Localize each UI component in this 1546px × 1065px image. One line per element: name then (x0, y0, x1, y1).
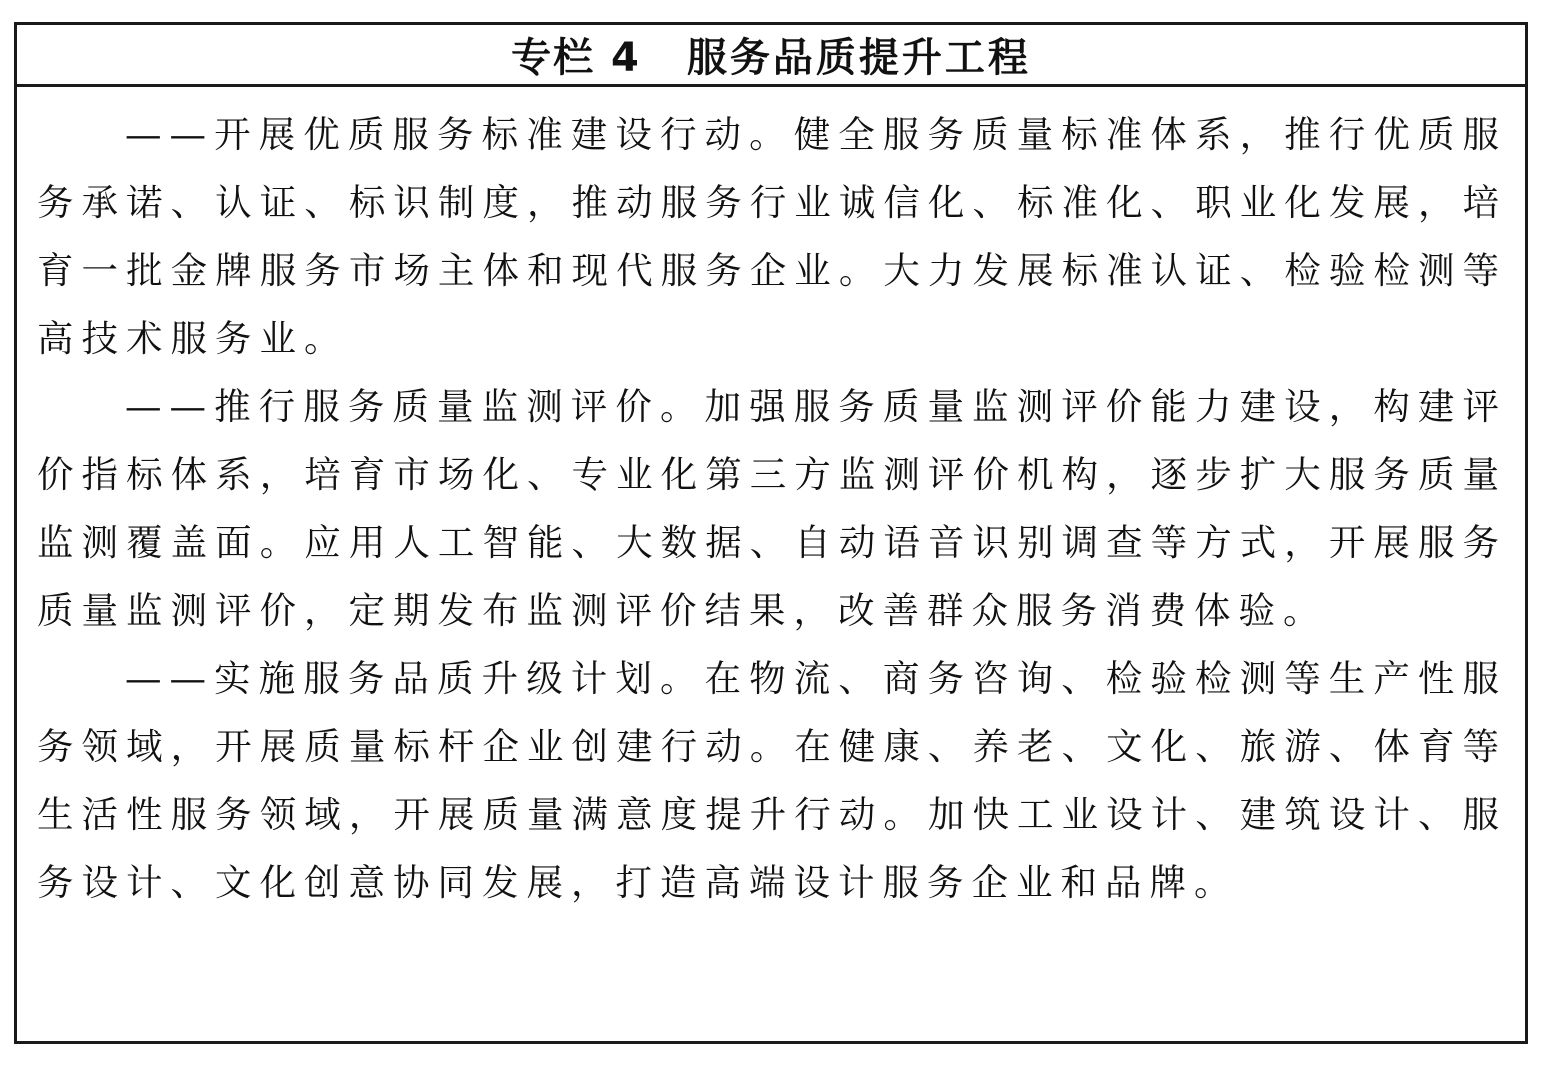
column-label: 专栏 4 (511, 35, 641, 81)
paragraph-monitoring: ——推行服务质量监测评价。加强服务质量监测评价能力建设，构建评价指标体系，培育市场化、专业化第三方监测评价机构，逐步扩大服务质量监测覆盖面。应用人工智能、大数据、自动语音识别调查等方式，开展服务质量监测评价，定期发布监测评价结果，改善群众服务消费体验。 (37, 385, 1507, 632)
paragraph-upgrade: ——实施服务品质升级计划。在物流、商务咨询、检验检测等生产性服务领域，开展质量标杆企业创建行动。在健康、养老、文化、旅游、体育等生活性服务领域，开展质量满意度提升行动。加快工业设计、建筑设计、服务设计、文化创意协同发展，打造高端设计服务企业和品牌。 (37, 657, 1507, 904)
column-title-bar (17, 25, 1525, 87)
paragraph-standards: ——开展优质服务标准建设行动。健全服务质量标准体系，推行优质服务承诺、认证、标识制度，推动服务行业诚信化、标准化、职业化发展，培育一批金牌服务市场主体和现代服务企业。大力发展标准认证、检验检测等高技术服务业。 (37, 113, 1507, 360)
column-content (17, 87, 1525, 917)
column-box (14, 22, 1528, 1044)
column-title: 服务品质提升工程 (686, 35, 1031, 81)
